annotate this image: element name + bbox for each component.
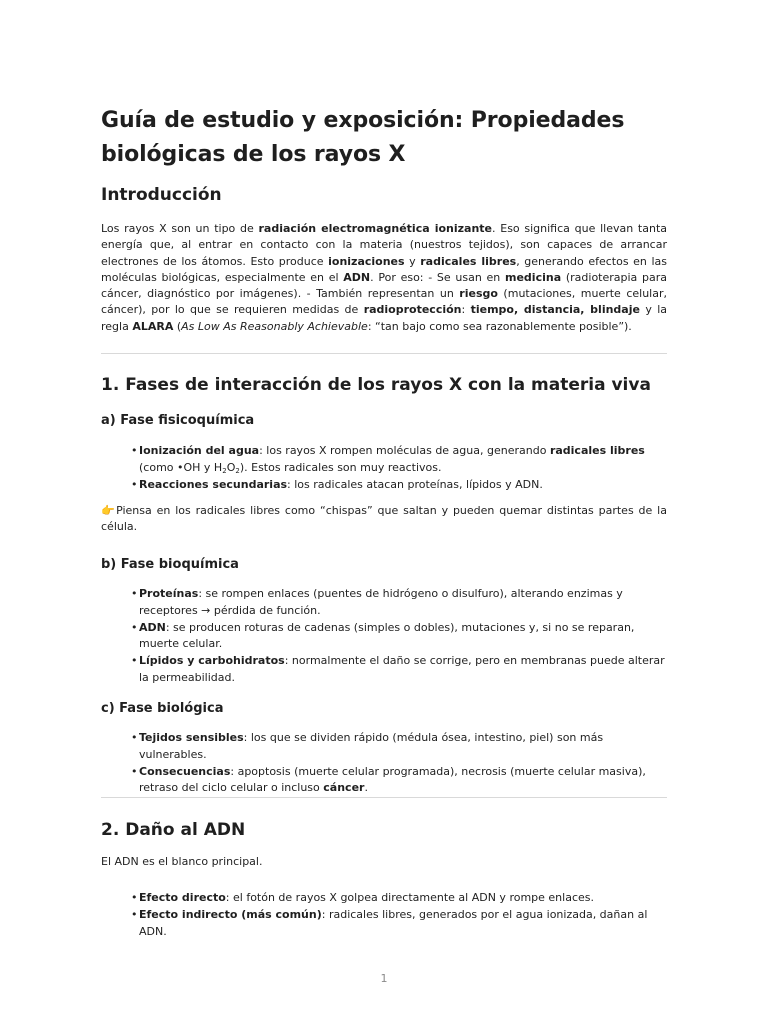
list-item: • Reacciones secundarias: los radicales atacan proteínas, lípidos y ADN.: [101, 477, 667, 494]
phase-c-list: [101, 730, 667, 797]
list-item: • Efecto directo: el fotón de rayos X golpea directamente al ADN y rompe enlaces.: [101, 890, 667, 907]
page-title: Guía de estudio y exposición: Propiedades biológicas de los rayos X: [101, 108, 625, 167]
list-item: • Lípidos y carbohidratos: normalmente el daño se corrige, pero en membranas puede alterar la permeabilidad.: [131, 654, 665, 684]
bullet: •: [131, 764, 138, 778]
list-item: • Ionización del agua: los rayos X rompen moléculas de agua, generando radicales libres (como •OH y $H_2O_2$). Estos radicales son muy reactivos.: [131, 444, 645, 475]
phase-c-heading: c) Fase biológica: [101, 701, 224, 716]
tip-paragraph: 👉Piensa en los radicales libres como “chispas” que saltan y pueden quemar distintas partes de la célula.: [101, 504, 667, 534]
phase-a-heading: a) Fase fisicoquímica: [101, 413, 255, 428]
section1-heading: 1. Fases de interacción de los rayos X con la materia viva: [101, 375, 651, 395]
intro-heading: Introducción: [101, 185, 222, 205]
section2-list: [101, 890, 667, 940]
list-item: • Efecto indirecto (más común): radicales libres, generados por el agua ionizada, dañan al ADN.: [131, 907, 648, 938]
pointing-hand-icon: 👉: [101, 504, 117, 517]
page-number: 1: [380, 972, 388, 985]
bullet: •: [131, 891, 138, 904]
bullet: •: [131, 477, 138, 491]
bullet: •: [131, 731, 138, 744]
list-item: • Proteínas: se rompen enlaces (puentes de hidrógeno o disulfuro), alterando enzimas y receptores → pérdida de función.: [131, 587, 623, 617]
list-item: • ADN: se producen roturas de cadenas (simples o dobles), mutaciones y, si no se reparan, muerte celular.: [131, 620, 635, 651]
section2-heading: 2. Daño al ADN: [101, 820, 246, 840]
bullet: •: [131, 907, 138, 921]
section2-intro: El ADN es el blanco principal.: [101, 855, 263, 868]
phase-a-list: [101, 443, 667, 493]
bullet: •: [131, 444, 138, 457]
bullet: •: [131, 620, 138, 634]
intro-paragraph: Los rayos X son un tipo de radiación electromagnética ionizante. Eso significa que llevan tanta energía que, al entrar en contacto con la materia (nuestros tejidos), son capaces de arrancar electrones de los átomos. Esto produce ionizaciones y radicales libres, generando efectos en las moléculas biológicas, especialmente en el ADN. Por eso: - Se usan en medicina (radioterapia para cáncer, diagnóstico por imágenes). - También representan un riesgo (mutaciones, muerte celular, cáncer), por lo que se requieren medidas de radioprotección: tiempo, distancia, blindaje y la regla ALARA (As Low As Reasonably Achievable: “tan bajo como sea razonablemente posible”).: [101, 222, 668, 333]
bullet: •: [131, 654, 138, 668]
section-divider: [101, 797, 667, 798]
bullet: •: [131, 587, 138, 600]
phase-b-heading: b) Fase bioquímica: [101, 557, 239, 572]
list-item: • Consecuencias: apoptosis (muerte celular programada), necrosis (muerte celular masiva), retraso del ciclo celular o incluso cáncer.: [131, 764, 646, 795]
section-divider: [101, 353, 667, 354]
list-item: • Tejidos sensibles: los que se dividen rápido (médula ósea, intestino, piel) son más vulnerables.: [131, 731, 604, 761]
phase-b-list: [101, 586, 667, 687]
